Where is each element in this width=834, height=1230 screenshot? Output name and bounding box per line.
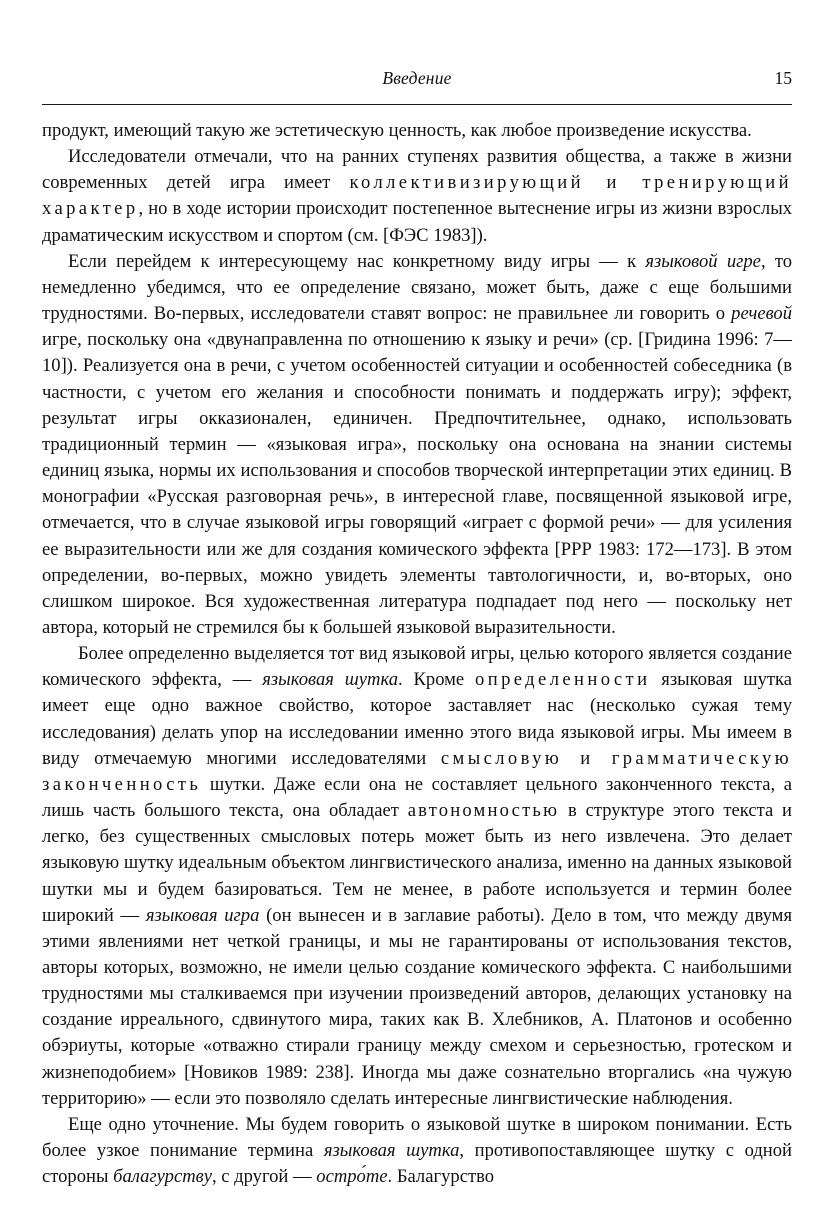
paragraph-2: Исследователи отмечали, что на ранних ступенях развития общества, а также в жизни современных детей игра имеет коллективизирующий и тренирующий характер, но в ходе истории происходит постепенное вытеснение игры из жизни взрослых драматическим искусством и спортом (см. [ФЭС 1983]). <box>42 146 793 246</box>
paragraph-3: Если перейдем к интересующему нас конкретному виду игры — к языковой игре, то немедленно убедимся, что ее определение связано, может быть, даже с еще большими трудностями. Во-первых, исследователи ставят вопрос: не правильнее ли говорить о речевой игре, поскольку она «двунаправленна по отношению к языку и речи» (ср. [Гридина 1996: 7—10]). Реализуется она в речи, с учетом особенностей ситуации и особенностей собеседника (в частности, с учетом его желания и способности понимать и поддержать игру); эффект, результат игры окказионален, единичен. Предпочтительнее, однако, использовать традиционный термин — «языковая игра», поскольку она основана на знании системы единиц языка, нормы их использования и способов творческой интерпретации этих единиц. В монографии «Русская разговорная речь», в интересной главе, посвященной языковой игре, отмечается, что в случае языковой игры говорящий «играет с формой речи» — для усиления ее выразительности или же для создания комического эффекта [РРР 1983: 172—173]. В этом определении, во-первых, можно увидеть элементы тавтологичности, и, во-вторых, оно слишком широкое. Вся художественная литература подпадает под него — поскольку нет автора, который не стремился бы к большей языковой выразительности. <box>42 250 792 638</box>
running-head-title: Введение <box>382 68 452 88</box>
header-rule <box>42 104 792 105</box>
paragraph-5: Еще одно уточнение. Мы будем говорить о языковой шутке в широком понимании. Есть более узкое понимание термина языковая шутка, противопоставляющее шутку с одной стороны балагурству, с другой — остро́те. Балагурство <box>42 1113 793 1188</box>
page-header <box>42 68 792 94</box>
paragraph-1: продукт, имеющий такую же эстетическую ценность, как любое произведение искусства. <box>42 120 752 141</box>
page-body <box>42 118 792 1190</box>
page-number: 15 <box>774 68 792 88</box>
paragraph-4: Более определенно выделяется тот вид языковой игры, целью которого является создание комического эффекта, — языковая шутка. Кроме определенности языковая шутка имеет еще одно важное свойство, которое заставляет нас (несколько сужая тему исследования) делать упор на исследовании именно этого вида языковой игры. Мы имеем в виду отмечаемую многими исследователями смысловую и грамматическую законченность шутки. Даже если она не составляет цельного законченного текста, а лишь часть большого текста, она обладает автономностью в структуре этого текста и легко, без существенных смысловых потерь может быть из него извлечена. Это делает языковую шутку идеальным объектом лингвистического анализа, именно на данных языковой шутки мы и будем базироваться. Тем не менее, в работе используется и термин более широкий — языковая игра (он вынесен и в заглавие работы). Дело в том, что между двумя этими явлениями нет четкой границы, и мы не гарантированы от использования текстов, авторы которых, возможно, не имели целью создание комического эффекта. С наибольшими трудностями мы сталкиваемся при изучении произведений авторов, делающих установку на создание ирреального, сдвинутого мира, таких как В. Хлебников, А. Платонов и особенно обэриуты, которые «отважно стирали границу между смехом и серьезностью, гротеском и жизнеподобием» [Новиков 1989: 238]. Иногда мы даже сознательно вторгались «на чужую территорию» — если это позволяло сделать интересные лингвистические наблюдения. <box>42 643 793 1109</box>
